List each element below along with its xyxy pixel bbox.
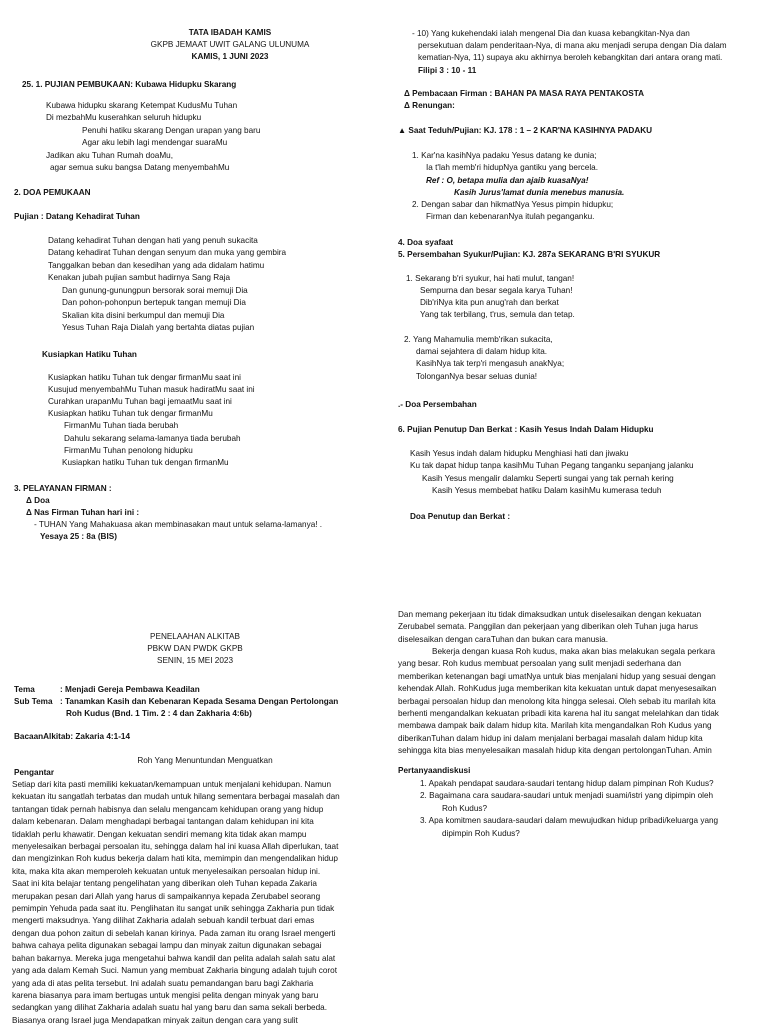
hymn-line: 2. Dengan sabar dan hikmatNya Yesus pimpin hidupku;: [412, 200, 614, 209]
offering-title: 5. Persembahan Syukur/Pujian: KJ. 287a SEKARANG B'RI SYUKUR: [398, 250, 661, 259]
song-line: Datang kehadirat Tuhan dengan hati yang penuh sukacita: [48, 236, 258, 245]
song-line: Dahulu sekarang selama-lamanya tiada berubah: [64, 434, 241, 443]
intro-reference: Filipi 3 : 10 - 11: [418, 66, 477, 75]
body-line: bahan bakarnya. Mereka juga mengetahui bahwa kandil dan pelita adalah salah satu alat: [12, 953, 336, 963]
song-line: Skalian kita disini berkumpul dan memuji Dia: [62, 311, 225, 320]
song-line: Yesus Tuhan Raja Dialah yang bertahta diatas pujian: [62, 323, 255, 332]
body-line: bahwa cahaya pelita digunakan sebagai lampu dan minyak zaitun digunakan sebagai: [12, 941, 322, 951]
body-line: kita, maka kita akan memperoleh kekuatan untuk menyelesaikan persoalan hidup ini.: [12, 866, 321, 876]
bible-study-org: PBKW DAN PWDK GKPB: [147, 644, 243, 653]
body-line: mengerti maksudnya. Yang dilihat Zakharia adalah sebuah kandil terbuat dari emas: [12, 916, 315, 926]
quiet-time-song-title: ▲ Saat Teduh/Pujian: KJ. 178 : 1 – 2 KAR'NA KASIHNYA PADAKU: [398, 126, 653, 135]
scripture-label: Δ Nas Firman Tuhan hari ini :: [26, 508, 140, 517]
hymn-refrain: Ref : O, betapa mulia dan ajaib kuasaNya!: [426, 176, 589, 185]
body-line: Biasanya orang Israel juga Mendapatkan minyak zaitun dengan cara yang sulit: [12, 1015, 298, 1025]
intercession-prayer-title: 4. Doa syafaat: [398, 238, 454, 247]
body-line: kekuatan itu sangatlah terbatas dan mudah untuk hilang sementara berbagai masalah dan: [12, 792, 340, 802]
hymn-line: 2. Yang Mahamulia memb'rikan sukacita,: [404, 335, 553, 344]
hymn-line: Firman dan kebenaranNya itulah peganganku.: [426, 212, 595, 221]
question-line: Roh Kudus?: [442, 803, 488, 813]
body-line: Bekerja dengan kuasa Roh kudus, maka akan bias melakukan segala perkara: [432, 647, 716, 656]
hymn-line: Sempurna dan besar segala karya Tuhan!: [420, 286, 573, 295]
song-line: Kusiapkan hatiku Tuhan tuk dengan firmanMu: [62, 458, 229, 467]
discussion-title: Pertanyaandiskusi: [398, 766, 471, 775]
song-line: Curahkan urapanMu Tuhan bagi jemaatMu saat ini: [48, 397, 232, 406]
song-line: Kenakan jubah pujian sambut hadirnya Sang Raja: [48, 273, 231, 282]
church-name: GKPB JEMAAT UWIT GALANG ULUNUMA: [150, 40, 310, 49]
song-line: Kasih Yesus membebat hatiku Dalam kasihMu kumerasa teduh: [432, 486, 662, 495]
hymn-line: 1. Kar'na kasihNya padaku Yesus datang ke dunia;: [412, 151, 597, 160]
bible-reading: BacaanAlkitab: Zakaria 4:1-14: [14, 732, 131, 741]
body-line: Setiap dari kita pasti memiliki kekuatan/kemampuan untuk menjalani kehidupan. Namun: [12, 780, 332, 789]
subtheme-value: : Tanamkan Kasih dan Kebenaran Kepada Sesama Dengan Pertolongan: [60, 697, 339, 706]
bible-study-date: SENIN, 15 MEI 2023: [157, 656, 233, 665]
body-line: membawa dampak baik dalam hidup kita. Marilah kita mengandalkan Roh Kudus yang: [398, 721, 712, 731]
section-opening-song-title: 25. 1. PUJIAN PEMBUKAAN: Kubawa Hidupku Skarang: [22, 80, 237, 89]
song-line: Kusujud menyembahMu Tuhan masuk hadiratMu saat ini: [48, 385, 255, 394]
body-line: diselesaikan dengan caraTuhan dan bukan cara manusia.: [398, 634, 608, 644]
hymn-line: Yang tak terbilang, t'rus, semula dan tetap.: [420, 310, 575, 319]
hymn-line: 1. Sekarang b'ri syukur, hai hati mulut, tangan!: [406, 274, 575, 283]
theme-value: : Menjadi Gereja Pembawa Keadilan: [60, 685, 200, 694]
subtheme-label: Sub Tema: [14, 697, 53, 706]
theme-label: Tema: [14, 685, 35, 694]
body-line: memberikan ketenangan bagi umatNya untuk bias menjalani hidup yang sesuai dengan: [398, 671, 716, 681]
introduction-body: [12, 779, 340, 1027]
song-line: Tanggalkan beban dan kesedihan yang ada didalam hatimu: [48, 261, 265, 270]
song-line: Penuhi hatiku skarang Dengan urapan yang baru: [82, 126, 261, 135]
body-line: berbagai persoalan hidup dan menolong kita hingga selesai. Oleh sebab itu marilah kita: [398, 696, 716, 706]
body-line: Dan memang pekerjaan itu tidak dimaksudkan untuk diselesaikan dengan kekuatan: [398, 610, 702, 619]
introduction-label: Pengantar: [14, 768, 55, 777]
song-line: FirmanMu Tuhan penolong hidupku: [64, 446, 193, 455]
song-line: Di mezbahMu kuserahkan seluruh hidupku: [46, 113, 202, 122]
body-line: menyelesaikan berbagai persoalan itu, sehingga dalam hal ini kuasa Allah diperlukan, taat: [12, 842, 339, 852]
scripture-reference: Yesaya 25 : 8a (BIS): [40, 532, 117, 541]
body-line: sedangkan yang dilihat Zakharia adalah suatu hal yang baru dan sama sekali berbeda.: [12, 1003, 327, 1013]
hymn-line: damai sejahtera di dalam hidup kita.: [416, 347, 548, 356]
section-sermon-title: 3. PELAYANAN FIRMAN :: [14, 484, 112, 493]
worship-title: TATA IBADAH KAMIS: [188, 28, 272, 37]
song-line: Agar aku lebih lagi mendengar suaraMu: [82, 138, 228, 147]
song-line: agar semua suku bangsa Datang menyembahMu: [50, 163, 230, 172]
body-line: dalam kebenaran. Dalam menghadapi berbagai tantangan dalam kehidupan ini kita: [12, 817, 314, 827]
prayer-label: Δ Doa: [26, 496, 50, 505]
bible-study-title: PENELAAHAN ALKITAB: [150, 632, 240, 641]
song-line: Datang kehadirat Tuhan dengan senyum dan muka yang gembira: [48, 248, 287, 257]
question-line: 2. Bagaimana cara saudara-saudari untuk menjadi suami/istri yang dipimpin oleh: [420, 791, 714, 801]
closing-song-title: 6. Pujian Penutup Dan Berkat : Kasih Yesus Indah Dalam Hidupku: [398, 425, 654, 434]
reading-label: Δ Pembacaan Firman : BAHAN PA MASA RAYA PENTAKOSTA: [404, 89, 645, 98]
song-line: Kubawa hidupku skarang Ketempat KudusMu Tuhan: [46, 101, 238, 110]
section-opening-prayer-title: 2. DOA PEMUKAAN: [14, 188, 91, 197]
body-line: tidaklah perlu khawatir. Dengan kekuatan sendiri memang kita tidak akan mampu: [12, 829, 307, 839]
question-line: dipimpin Roh Kudus?: [442, 828, 520, 838]
song-sub-title: Kusiapkan Hatiku Tuhan: [42, 350, 137, 359]
hymn-line: Dib'riNya kita pun anug'rah dan berkat: [420, 298, 559, 307]
song-line: FirmanMu Tuhan tiada berubah: [64, 421, 179, 430]
closing-body-2: [398, 646, 719, 758]
praise-song-title: Pujian : Datang Kehadirat Tuhan: [14, 212, 140, 221]
song-line: Ku tak dapat hidup tanpa kasihMu Tuhan Pegang tanganku sepanjang jalanku: [410, 461, 694, 470]
intro-line: kematian-Nya, 11) supaya aku akhirnya beroleh kebangkitan dari antara orang mati.: [418, 53, 723, 62]
song-line: Kasih Yesus mengalir dalamku Seperti sungai yang tak pernah kering: [422, 474, 674, 483]
body-line: berhenti mengandalkan kekuatan pribadi kita karena hal itu sangat melelahkan dan tidak: [398, 709, 719, 719]
song-line: Jadikan aku Tuhan Rumah doaMu,: [46, 151, 173, 160]
subtheme-value-cont: Roh Kudus (Bnd. 1 Tim. 2 : 4 dan Zakharia 4:6b): [66, 709, 252, 718]
body-line: Zerubabel semata. Panggilan dan pekerjaan yang diberikan oleh Tuhan juga harus: [398, 622, 698, 632]
closing-body: [398, 609, 701, 646]
intro-line: persekutuan dalam penderitaan-Nya, di mana aku menjadi serupa dengan Dia dalam: [418, 41, 727, 50]
body-line: merupakan pesan dari Allah yang harus di sampaikannya kepada Zerubabel seorang: [12, 891, 321, 901]
hymn-line: Ia t'lah memb'ri hidupNya gantiku yang bercela.: [426, 163, 598, 172]
discussion-questions: [420, 778, 718, 840]
question-line: 3. Apa komitmen saudara-saudari dalam mewujudkan hidup pribadi/keluarga yang: [420, 816, 719, 826]
song-line: Kusiapkan hatiku Tuhan tuk dengar firmanMu: [48, 409, 213, 418]
body-line: sehingga kita bias menyelesaikan masalah hidup kita dengan pertolonganTuhan. Amin: [398, 746, 712, 756]
body-line: tantangan tidak pernah habisnya dan selalu mengancam kehidupan orang yang hidup: [12, 804, 324, 814]
song-line: Dan pohon-pohonpun bertepuk tangan memuji Dia: [62, 298, 246, 307]
body-line: dan mengizinkan Roh kudus bekerja dalam hati kita, memimpin dan mengendalikan hidup: [12, 854, 338, 864]
body-line: pemimpin Yehuda pada saat itu. Penglihatan itu sangat unik sehingga Zakharia pun tidak: [12, 904, 335, 914]
body-line: yang ada dalam Kemah Suci. Namun yang membuat Zakharia bingung adalah tujuh corot: [12, 966, 337, 976]
question-line: 1. Apakah pendapat saudara-saudari tentang hidup dalam pimpinan Roh Kudus?: [420, 779, 714, 788]
body-line: kehendak Allah. RohKudus juga memberikan kita kekuatan untuk dapat menyesesaikan: [398, 684, 717, 694]
hymn-line: TolonganNya besar seluas dunia!: [416, 372, 538, 381]
hymn-refrain: Kasih Jurus'lamat dunia menebus manusia.: [454, 188, 625, 197]
offering-prayer-title: .- Doa Persembahan: [398, 400, 477, 409]
body-line: yang besar. Roh kudus membuat persoalan yang sulit menjadi sederhana dan: [398, 659, 682, 669]
body-line: dengan dua pohon zaitun di sebelah kanan kirinya. Pada zaman itu orang Israel mengerti: [12, 928, 336, 938]
body-line: yang ada di atas pelita tersebut. Ini adalah suatu pemandangan baru bagi Zakharia: [12, 978, 314, 988]
song-line: Kasih Yesus indah dalam hidupku Menghiasi hati dan jiwaku: [410, 449, 629, 458]
song-line: Kusiapkan hatiku Tuhan tuk dengar firmanMu saat ini: [48, 373, 241, 382]
body-line: karena biasanya para imam bertugas untuk mengisi pelita dengan minyak yang baru: [12, 990, 319, 1000]
song-line: Dan gunung-gunungpun bersorak sorai memuji Dia: [62, 286, 248, 295]
intro-line: - 10) Yang kukehendaki ialah mengenal Dia dan kuasa kebangkitan-Nya dan: [412, 29, 690, 38]
hymn-line: KasihNya tak terp'ri mengasuh anakNya;: [416, 359, 565, 368]
body-line: diberikanTuhan dalam hidup ini dalam menjalani berbagai masalah dalam hidup kita: [398, 733, 703, 743]
sermon-label: Δ Renungan:: [404, 101, 455, 110]
study-heading: Roh Yang Menuntundan Menguatkan: [137, 756, 273, 765]
closing-prayer-title: Doa Penutup dan Berkat :: [410, 512, 511, 521]
worship-date: KAMIS, 1 JUNI 2023: [191, 52, 269, 61]
body-line: Saat ini kita belajar tentang pengelihatan yang diberikan oleh Tuhan kepada Zakaria: [12, 879, 317, 889]
scripture-text: - TUHAN Yang Mahakuasa akan membinasakan maut untuk selama-lamanya! .: [34, 520, 323, 529]
